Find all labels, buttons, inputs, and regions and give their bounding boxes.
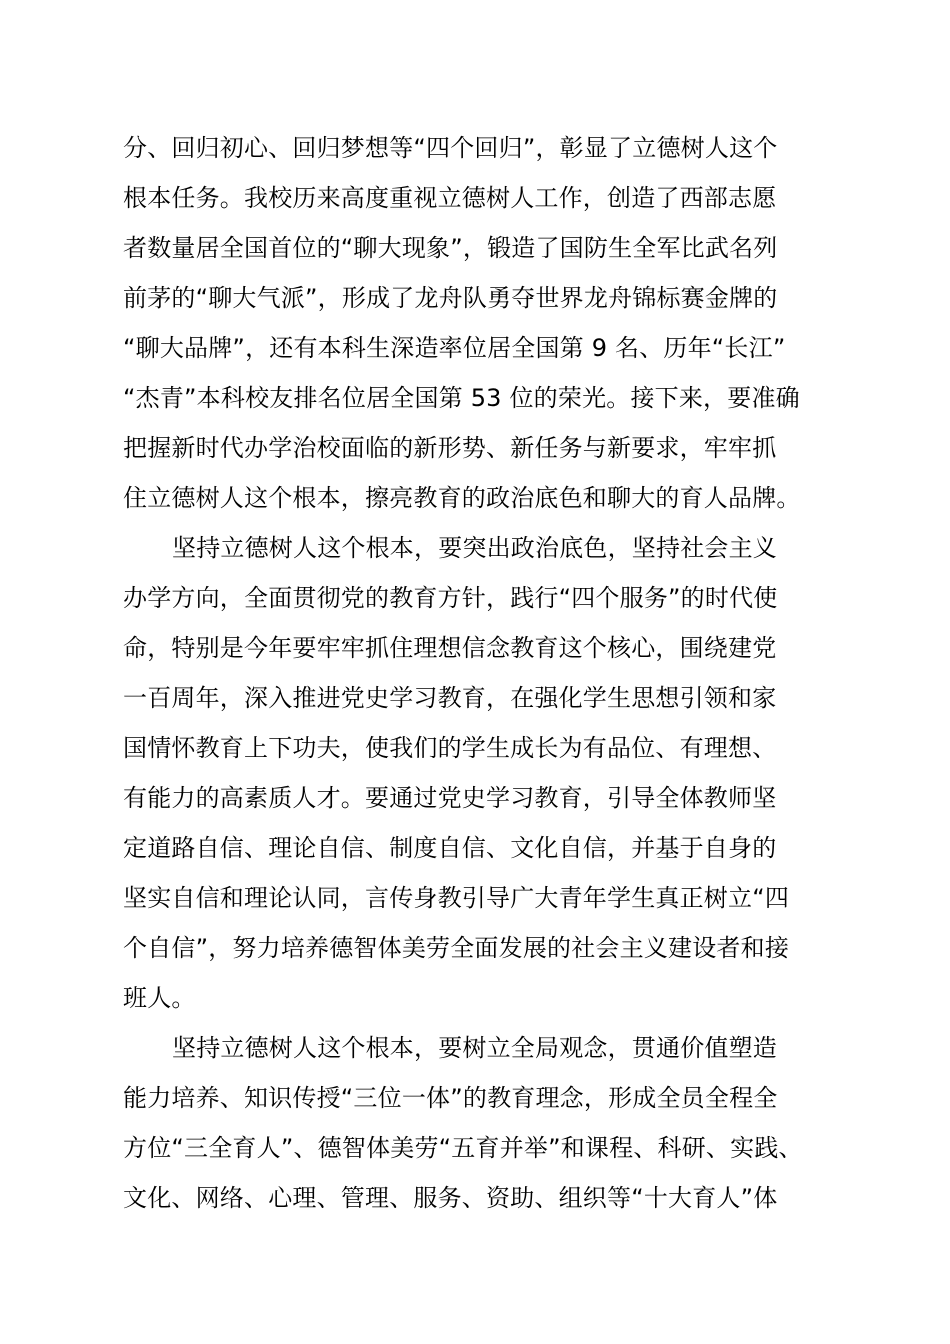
- text-line: 分、回归初心、回归梦想等“四个回归”，彰显了立德树人这个: [123, 134, 778, 162]
- text-line: 办学方向，全面贯彻党的教育方针，践行“四个服务”的时代使: [123, 584, 778, 612]
- text-line: 住立德树人这个根本，擦亮教育的政治底色和聊大的育人品牌。: [123, 484, 801, 512]
- text-line: 前茅的“聊大气派”，形成了龙舟队勇夺世界龙舟锦标赛金牌的: [123, 284, 778, 312]
- text-line: 根本任务。我校历来高度重视立德树人工作，创造了西部志愿: [123, 184, 777, 212]
- text-line: 方位“三全育人”、德智体美劳“五育并举”和课程、科研、实践、: [123, 1134, 803, 1162]
- text-line: 把握新时代办学治校面临的新形势、新任务与新要求，牢牢抓: [123, 434, 777, 462]
- text-line: 命，特别是今年要牢牢抓住理想信念教育这个核心，围绕建党: [123, 634, 777, 662]
- text-line: 能力培养、知识传授“三位一体”的教育理念，形成全员全程全: [123, 1084, 778, 1112]
- text-line: “杰青”本科校友排名位居全国第 53 位的荣光。接下来，要准确: [123, 384, 800, 412]
- paragraph-start-line: 坚持立德树人这个根本，要突出政治底色，坚持社会主义: [172, 534, 777, 562]
- text-line: 个自信”，努力培养德智体美劳全面发展的社会主义建设者和接: [123, 934, 790, 962]
- text-line: “聊大品牌”，还有本科生深造率位居全国第 9 名、历年“长江”: [123, 334, 786, 362]
- text-line: 坚实自信和理论认同，言传身教引导广大青年学生真正树立“四: [123, 884, 790, 912]
- text-line: 文化、网络、心理、管理、服务、资助、组织等“十大育人”体: [123, 1184, 778, 1212]
- text-line: 有能力的高素质人才。要通过党史学习教育，引导全体教师坚: [123, 784, 777, 812]
- text-line: 者数量居全国首位的“聊大现象”，锻造了国防生全军比武名列: [123, 234, 778, 262]
- text-line: 定道路自信、理论自信、制度自信、文化自信，并基于自身的: [123, 834, 777, 862]
- paragraph-start-line: 坚持立德树人这个根本，要树立全局观念，贯通价值塑造: [172, 1034, 777, 1062]
- text-line: 国情怀教育上下功夫，使我们的学生成长为有品位、有理想、: [123, 734, 777, 762]
- text-line: 一百周年，深入推进党史学习教育，在强化学生思想引领和家: [123, 684, 777, 712]
- text-line: 班人。: [123, 984, 196, 1012]
